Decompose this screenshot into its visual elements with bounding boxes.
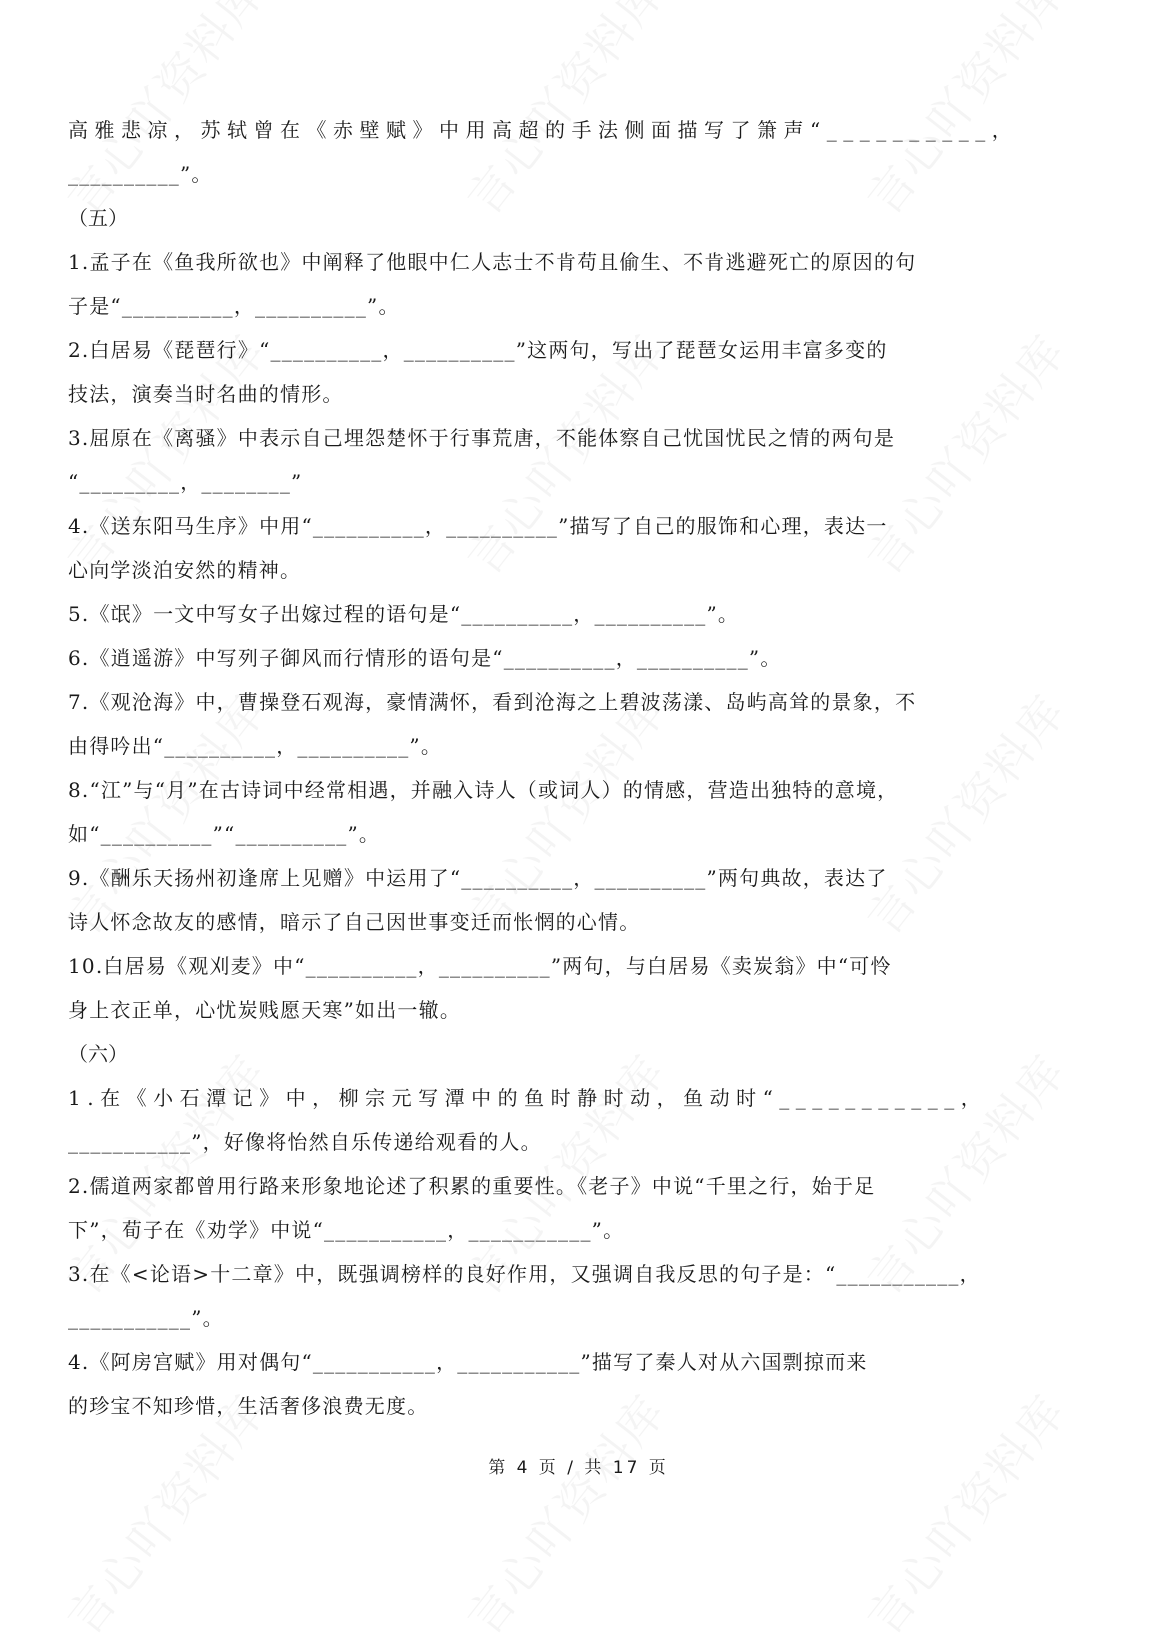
question-line: 如“__________”“__________”。	[68, 822, 381, 846]
question-item	[68, 504, 1088, 592]
question-line: 3.在《<论语>十二章》中，既强调榜样的良好作用，又强调自我反思的句子是：“___________，	[68, 1262, 981, 1286]
question-item	[68, 328, 1088, 416]
question-item	[68, 856, 1088, 944]
question-line: 10.白居易《观刈麦》中“__________，__________”两句，与白居易《卖炭翁》中“可怜	[68, 954, 892, 978]
question-line: 1.孟子在《鱼我所欲也》中阐释了他眼中仁人志士不肯苟且偷生、不肯逃避死亡的原因的句	[68, 250, 917, 274]
document-page	[68, 108, 1088, 1428]
question-line: 诗人怀念故友的感情，暗示了自己因世事变迁而怅惘的心情。	[68, 910, 641, 934]
question-line: “_________，________”	[68, 470, 303, 494]
question-line: 7.《观沧海》中，曹操登石观海，豪情满怀，看到沧海之上碧波荡漾、岛屿高耸的景象，不	[68, 690, 917, 714]
question-line: 2.儒道两家都曾用行路来形象地论述了积累的重要性。《老子》中说“千里之行，始于足	[68, 1174, 876, 1198]
question-line: 3.屈原在《离骚》中表示自己埋怨楚怀于行事荒唐，不能体察自己忧国忧民之情的两句是	[68, 426, 896, 450]
question-line: 9.《酬乐天扬州初逢席上见赠》中运用了“__________，__________”两句典故，表达了	[68, 866, 888, 890]
question-line: 技法，演奏当时名曲的情形。	[68, 382, 344, 406]
question-line: 6.《逍遥游》中写列子御风而行情形的语句是“__________，__________”。	[68, 646, 782, 670]
question-line: 2.白居易《琵琶行》“__________，__________”这两句，写出了琵琶女运用丰富多变的	[68, 338, 888, 362]
page-number-footer: 第 4 页 / 共 17 页	[488, 1458, 669, 1478]
question-line: 5.《氓》一文中写女子出嫁过程的语句是“__________，__________”。	[68, 602, 740, 626]
question-line: 4.《送东阳马生序》中用“__________，__________”描写了自己的服饰和心理，表达一	[68, 514, 888, 538]
question-line: 由得吟出“__________，__________”。	[68, 734, 443, 758]
section-six	[68, 1032, 1088, 1428]
question-line: ___________”。	[68, 1306, 224, 1330]
question-item	[68, 240, 1088, 328]
text-line: __________”。	[68, 162, 213, 186]
question-line: 子是“__________，__________”。	[68, 294, 400, 318]
question-line: 8.“江”与“月”在古诗词中经常相遇，并融入诗人（或词人）的情感，营造出独特的意境，	[68, 778, 899, 802]
question-item	[68, 944, 1088, 1032]
question-item	[68, 1252, 1088, 1340]
question-item	[68, 1340, 1088, 1428]
question-line: 1.在《小石潭记》中，柳宗元写潭中的鱼时静时动，鱼动时“___________，	[68, 1086, 988, 1110]
question-item	[68, 768, 1088, 856]
question-item	[68, 636, 1088, 680]
question-item	[68, 1164, 1088, 1252]
question-item	[68, 680, 1088, 768]
question-line: 身上衣正单，心忧炭贱愿天寒”如出一辙。	[68, 998, 462, 1022]
question-line: 心向学淡泊安然的精神。	[68, 558, 302, 582]
question-line: ___________”，好像将怡然自乐传递给观看的人。	[68, 1130, 542, 1154]
question-line: 下”，荀子在《劝学》中说“___________，___________”。	[68, 1218, 625, 1242]
text-line: 高雅悲凉，苏轼曾在《赤壁赋》中用高超的手法侧面描写了箫声“__________，	[68, 118, 1019, 142]
question-line: 4.《阿房宫赋》用对偶句“___________，___________”描写了秦人对从六国剽掠而来	[68, 1350, 868, 1374]
section-five	[68, 196, 1088, 1032]
question-line: 的珍宝不知珍惜，生活奢侈浪费无度。	[68, 1394, 429, 1418]
continuation-paragraph	[68, 108, 1088, 196]
section-heading: （六）	[68, 1042, 128, 1066]
section-heading: （五）	[68, 206, 128, 230]
question-item	[68, 1076, 1088, 1164]
question-item	[68, 592, 1088, 636]
question-item	[68, 416, 1088, 504]
